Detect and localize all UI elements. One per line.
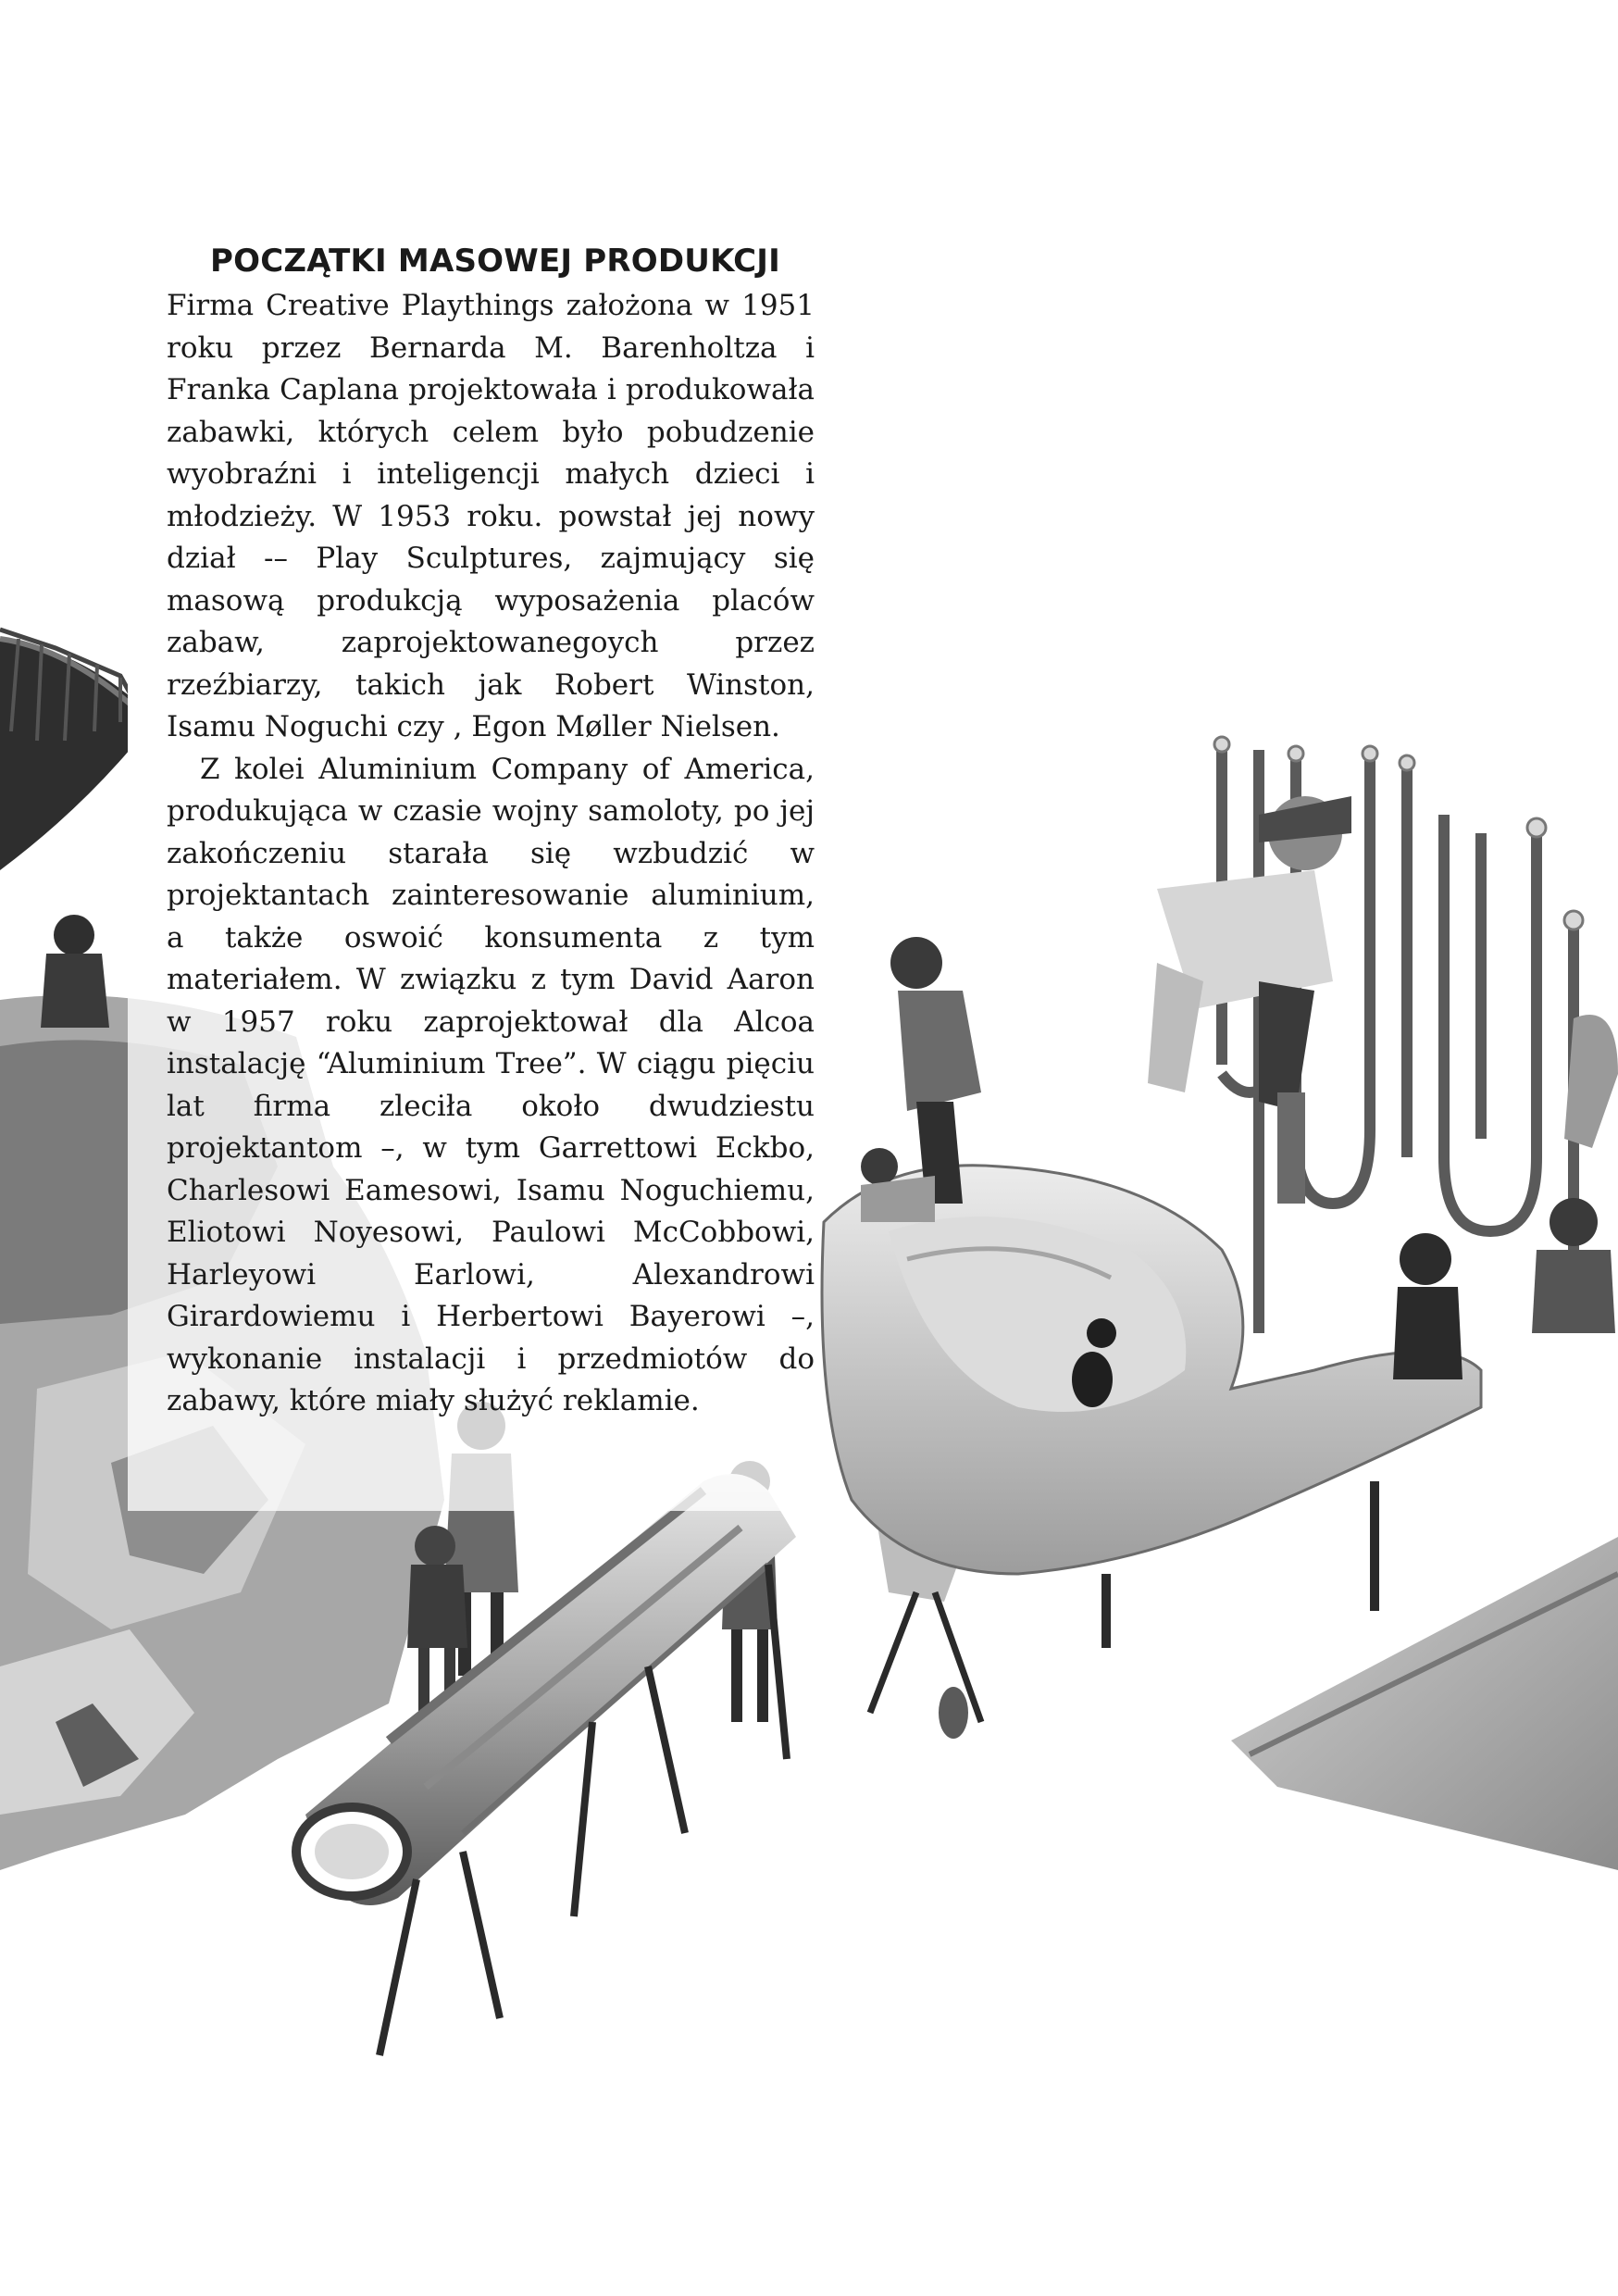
article-heading: POCZĄTKI MASOWEJ PRODUKCJI [210,243,780,280]
article-paragraph-1: Firma Creative Playthings założona w 1951 roku przez Bernarda M. Barenholtza i Franka Caplana projektowała i produkowała zabawki, których celem było pobudzenie wyobraźni i inteligencji małych dzieci i młodzieży. W 1953 roku. powstał jej nowy dział -– Play Sculptures, zajmujący się masową produkcją wyposażenia placów zabaw, zaprojektowanegoych przez rzeźbiarzy, takich jak Robert Winston, Isamu Noguchi czy , Egon Møller Nielsen. [167,289,815,743]
slide-ramp-right [1231,1537,1618,1870]
article-paragraph-2: Z kolei Aluminium Company of America, produkująca w czasie wojny samoloty, po jej zakończeniu starała się wzbudzić w projektantach zainteresowanie aluminium, a także oswoić konsumenta z tym materiałem. W związku z tym David Aaron w 1957 roku zaprojektował dla Alcoa instalację “Aluminium Tree”. W ciągu pięciu lat firma zleciła około dwudziestu projektantom –, w tym Garrettowi Eckbo, Charlesowi Eamesowi, Isamu Noguchiemu, Eliotowi Noyesowi, Paulowi McCobbowi, Harleyowi Earlowi, Alexandrowi Girardowiemu i Herbertowi Bayerowi –, wykonanie instalacji i przedmiotów do zabawy, które miały służyć reklamie. [167,752,815,1417]
article [167,243,815,1423]
dome-climber [0,630,146,870]
child-sitting-silhouette [41,915,109,1028]
